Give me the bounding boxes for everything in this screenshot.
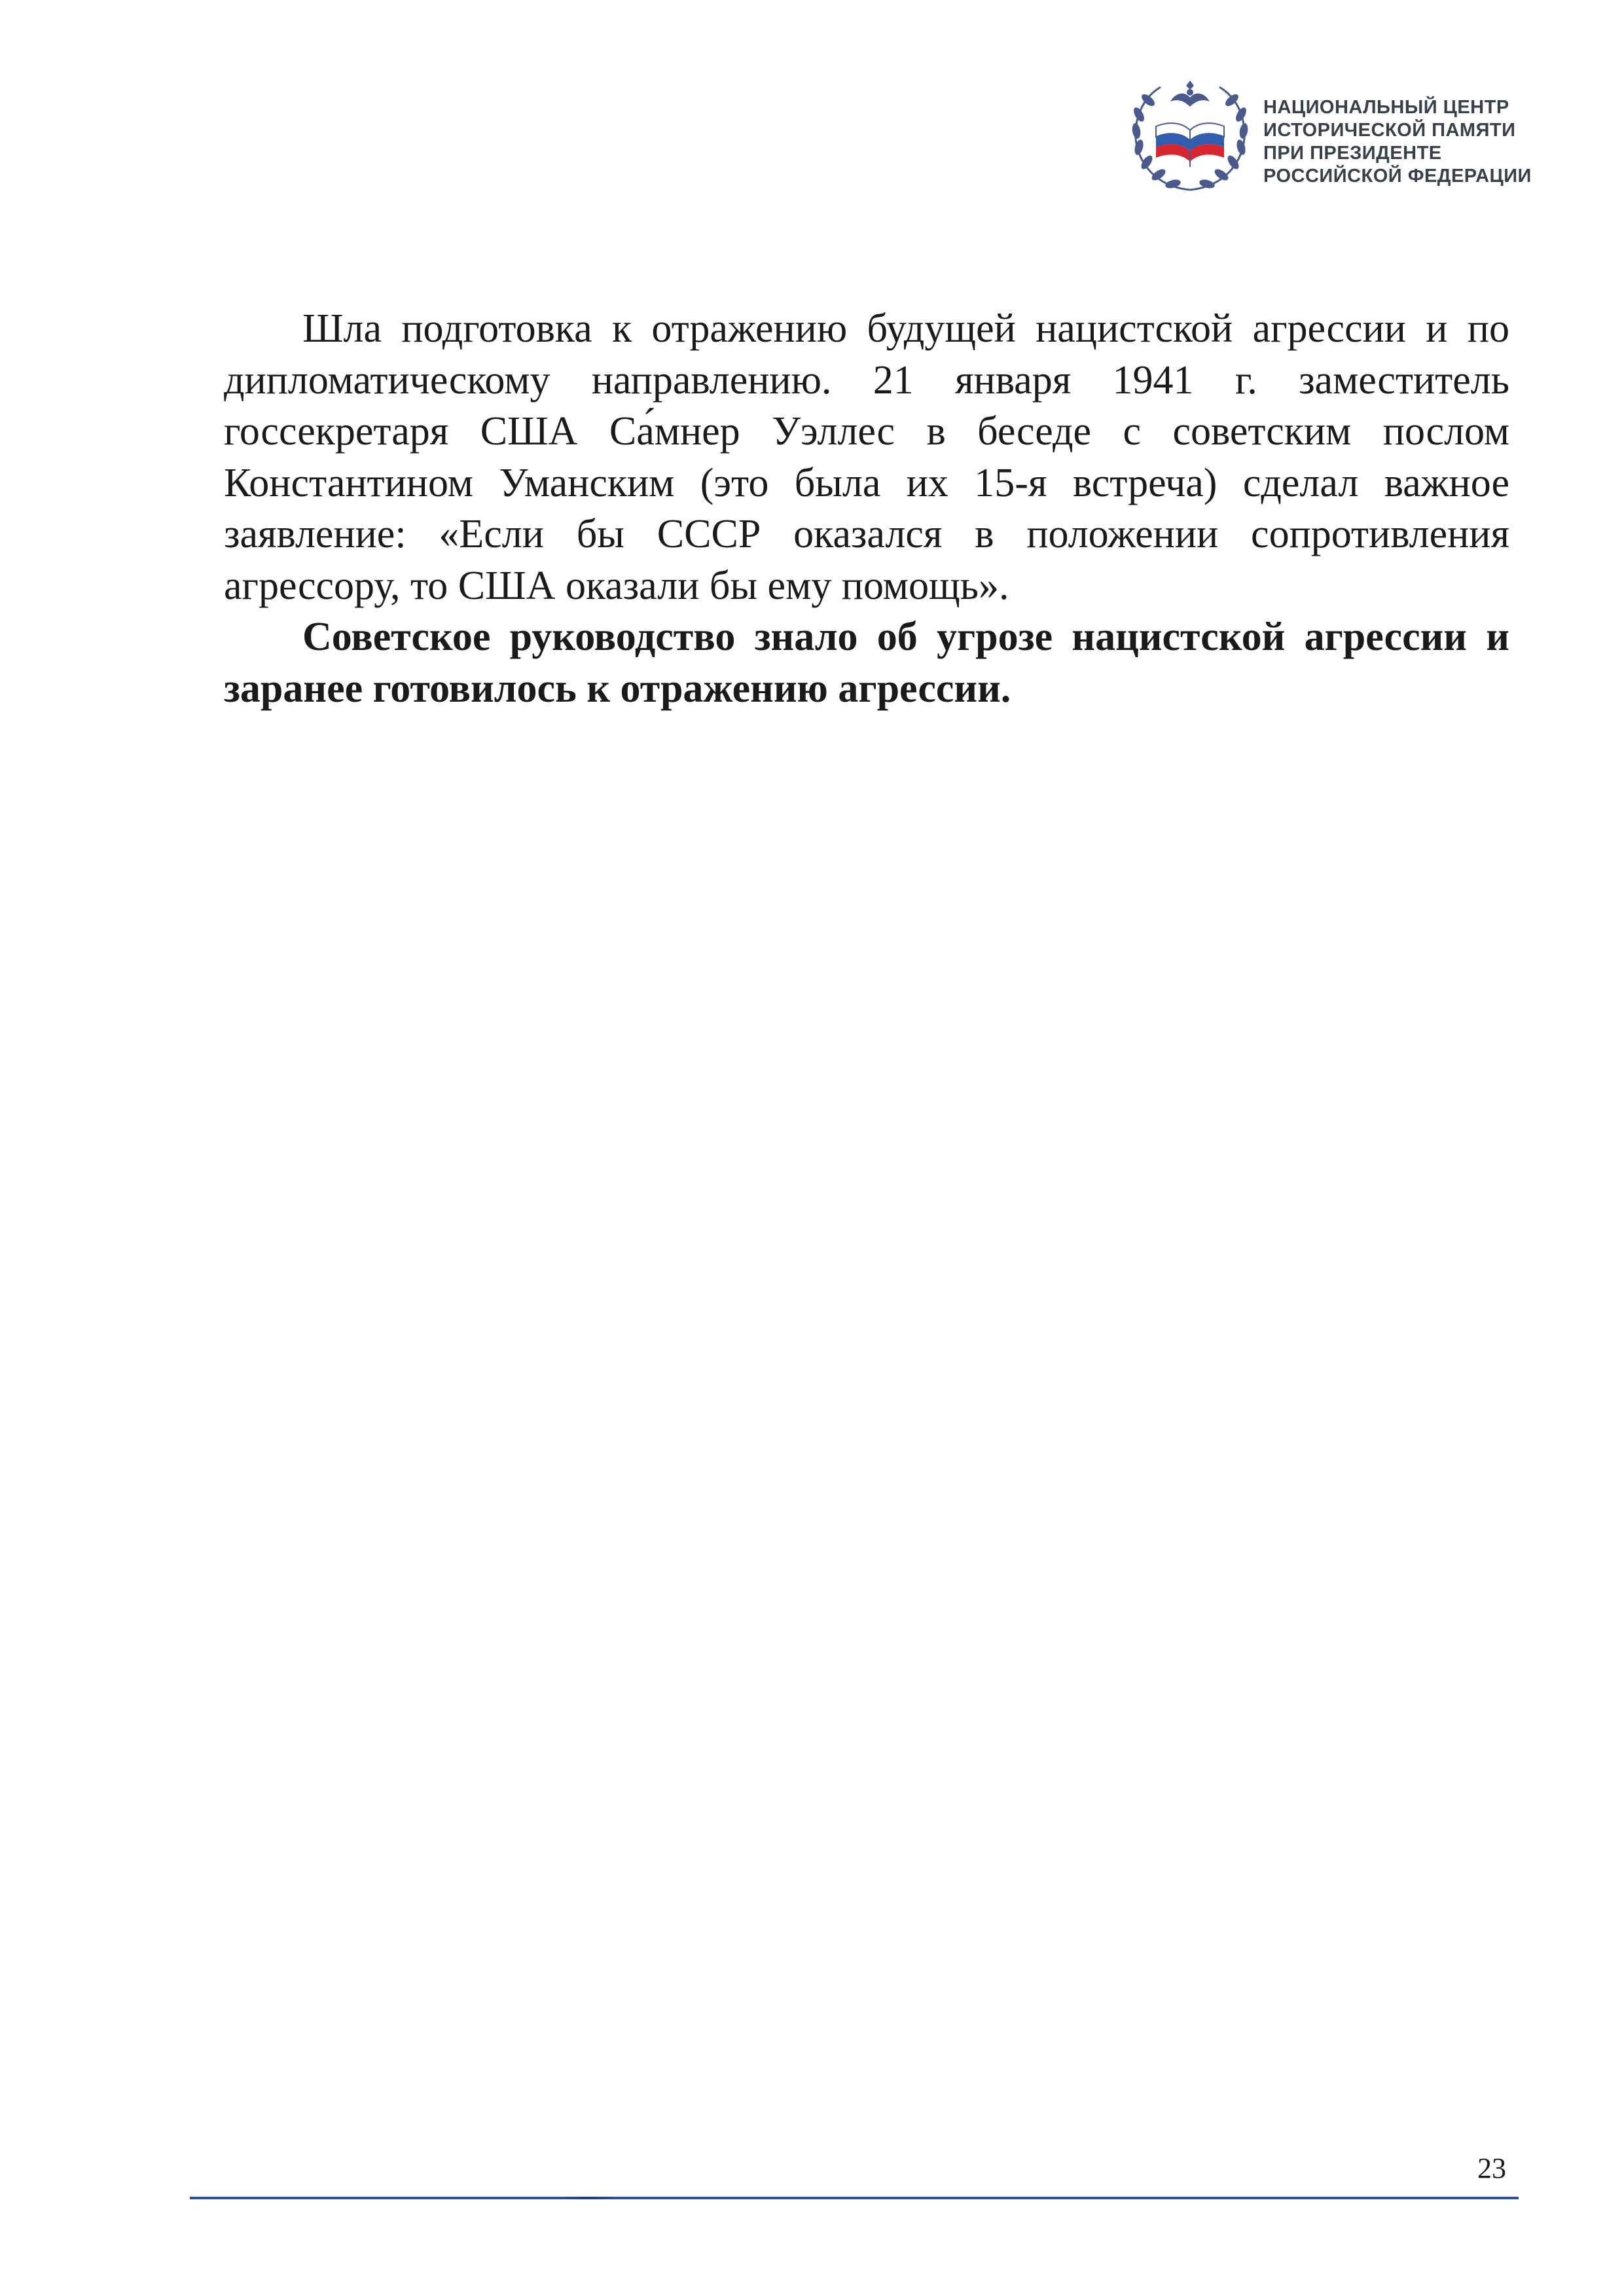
organization-name-line: РОССИЙСКОЙ ФЕДЕРАЦИИ <box>1263 166 1532 187</box>
body-paragraph-bold: Советское руководство знало об угрозе нацистской агрессии и заранее готовилось к отражению агрессии. <box>224 615 1509 711</box>
page-number: 23 <box>1477 2152 1506 2184</box>
organization-name-line: ПРИ ПРЕЗИДЕНТЕ <box>1263 143 1442 164</box>
document-body <box>224 303 1509 714</box>
body-paragraph: Шла подготовка к отражению будущей нацистской агрессии и по дипломатическому направлению. 21 января 1941 г. заместитель госсекретаря США Са́мнер Уэллес в беседе с советским послом Константином Уманским (это была их 15-я встреча) сделал важное заявление: «Если бы СССР оказался в положении сопротивления агрессору, то США оказали бы ему помощь». <box>224 306 1509 608</box>
laurel-eagle-book-emblem-icon <box>1125 69 1255 200</box>
header-logo <box>1125 69 1537 200</box>
footer-rule <box>190 2197 1519 2199</box>
organization-name-line: НАЦИОНАЛЬНЫЙ ЦЕНТР <box>1263 97 1509 118</box>
organization-name <box>1263 96 1532 188</box>
organization-name-line: ИСТОРИЧЕСКОЙ ПАМЯТИ <box>1263 120 1516 141</box>
